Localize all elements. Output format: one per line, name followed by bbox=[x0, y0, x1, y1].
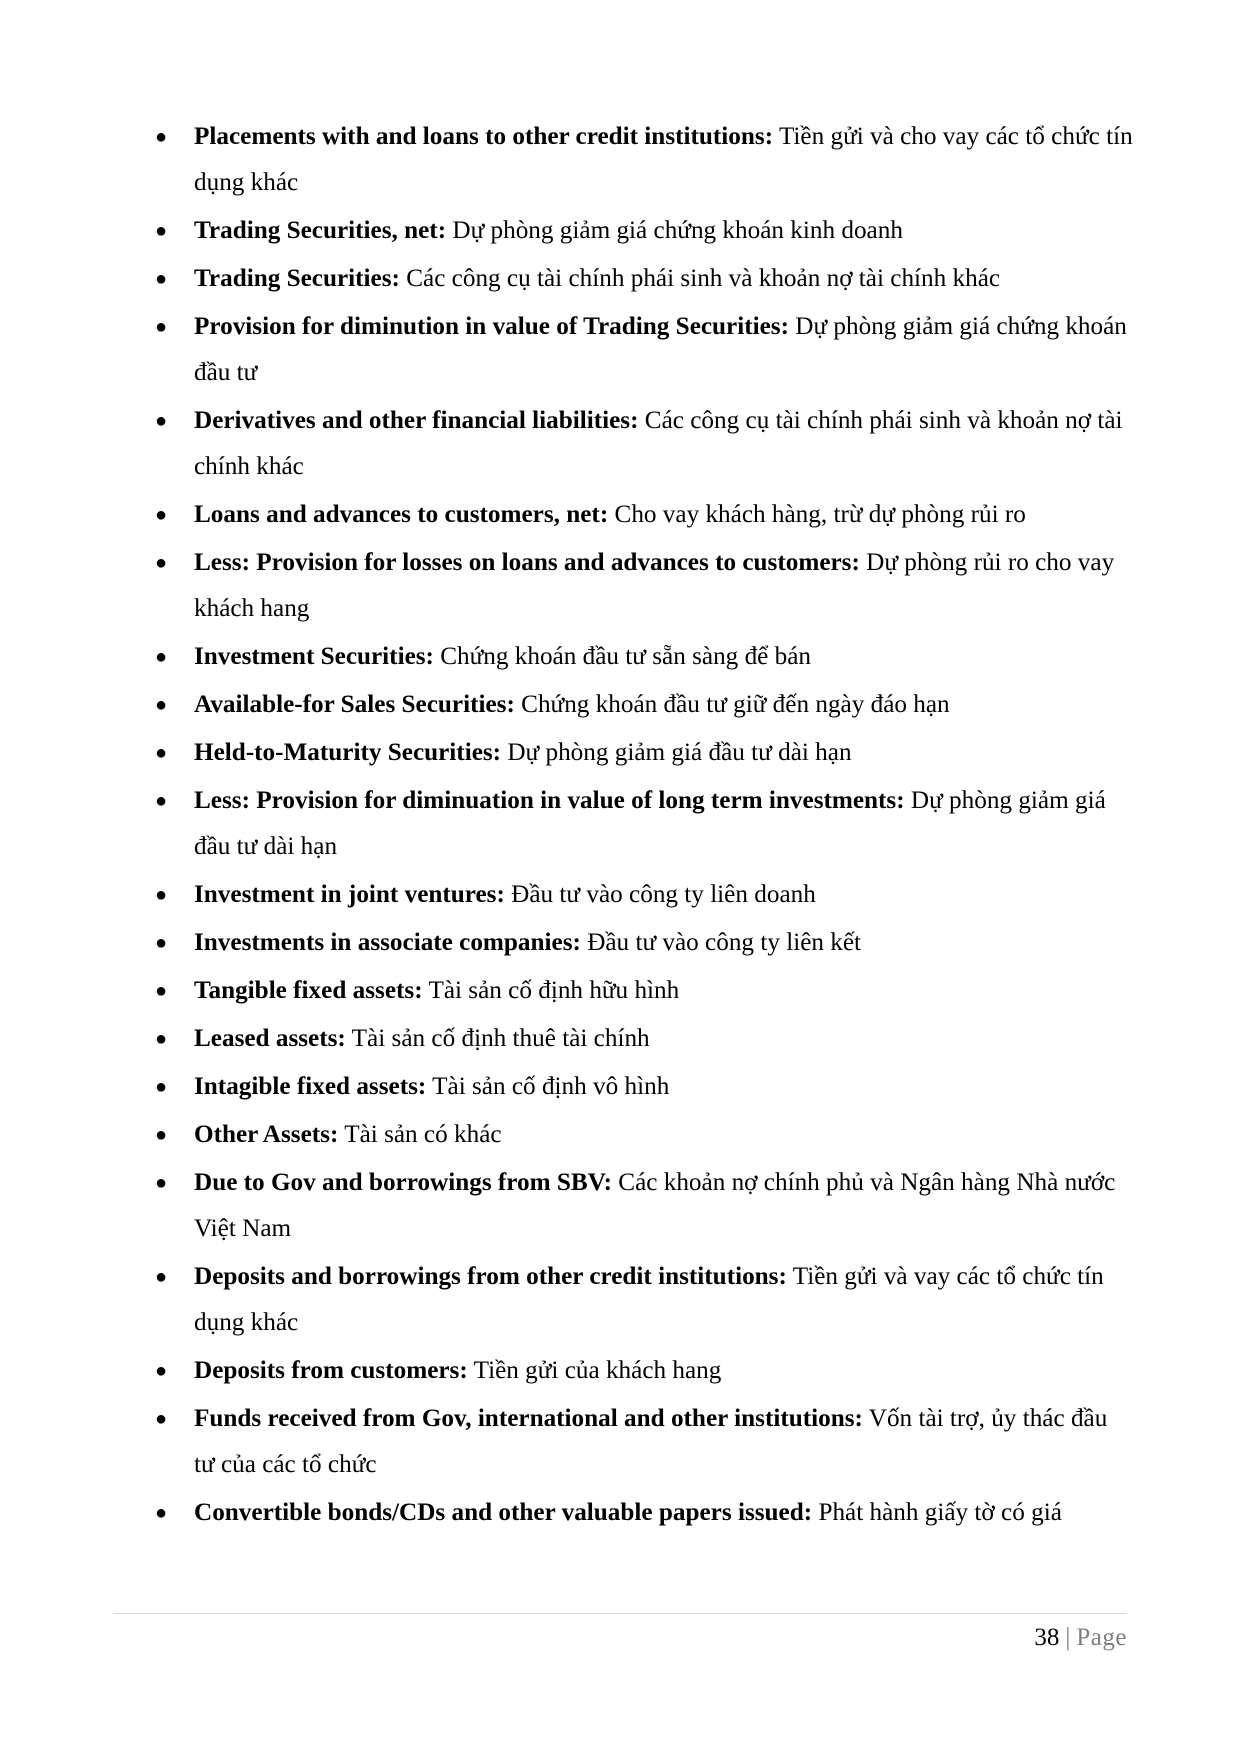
term-label: Investment in joint ventures: bbox=[194, 881, 505, 908]
bullet-icon: ● bbox=[155, 220, 168, 242]
bullet-icon: ● bbox=[155, 268, 168, 290]
term-definition: Đầu tư vào công ty liên doanh bbox=[511, 881, 816, 908]
bullet-icon: ● bbox=[155, 410, 168, 432]
list-item bbox=[0, 256, 1134, 302]
term-definition: Dự phòng giảm giá đầu tư dài hạn bbox=[507, 739, 852, 766]
term-definition: Dự phòng giảm giá chứng khoán kinh doanh bbox=[452, 217, 903, 244]
list-item bbox=[0, 540, 1134, 632]
term-label: Provision for diminution in value of Trading Securities: bbox=[194, 313, 789, 340]
bullet-icon: ● bbox=[155, 504, 168, 526]
term-label: Leased assets: bbox=[194, 1025, 346, 1052]
term-definition: Cho vay khách hàng, trừ dự phòng rủi ro bbox=[614, 501, 1026, 528]
glossary-list bbox=[0, 114, 1240, 1538]
term-definition: Các công cụ tài chính phái sinh và khoản nợ tài chính khác bbox=[406, 265, 1001, 292]
bullet-icon: ● bbox=[155, 1360, 168, 1382]
bullet-icon: ● bbox=[155, 742, 168, 764]
term-label: Tangible fixed assets: bbox=[194, 977, 423, 1004]
term-definition: Tiền gửi và vay các tổ chức tín dụng khác bbox=[194, 1263, 1104, 1336]
list-item bbox=[0, 114, 1134, 206]
list-item bbox=[0, 1112, 1134, 1158]
term-definition: Dự phòng rủi ro cho vay khách hang bbox=[194, 549, 1115, 622]
bullet-icon: ● bbox=[155, 932, 168, 954]
list-item bbox=[0, 1016, 1134, 1062]
term-definition: Tiền gửi và cho vay các tổ chức tín dụng khác bbox=[194, 123, 1133, 196]
term-definition: Đầu tư vào công ty liên kết bbox=[587, 929, 862, 956]
term-definition: Tài sản cố định hữu hình bbox=[428, 977, 680, 1004]
term-label: Held-to-Maturity Securities: bbox=[194, 739, 502, 766]
list-item bbox=[0, 968, 1134, 1014]
term-label: Less: Provision for diminuation in value of long term investments: bbox=[194, 787, 905, 814]
term-label: Trading Securities: bbox=[194, 265, 400, 292]
term-definition: Dự phòng giảm giá chứng khoán đầu tư bbox=[194, 313, 1127, 386]
term-label: Investment Securities: bbox=[194, 643, 434, 670]
term-definition: Phát hành giấy tờ có giá bbox=[818, 1499, 1062, 1526]
list-item bbox=[0, 208, 1134, 254]
list-item bbox=[0, 1348, 1134, 1394]
bullet-icon: ● bbox=[155, 316, 168, 338]
term-label: Intagible fixed assets: bbox=[194, 1073, 427, 1100]
bullet-icon: ● bbox=[155, 1266, 168, 1288]
term-label: Less: Provision for losses on loans and advances to customers: bbox=[194, 549, 860, 576]
term-definition: Chứng khoán đầu tư sẵn sàng để bán bbox=[440, 643, 811, 670]
bullet-icon: ● bbox=[155, 646, 168, 668]
bullet-icon: ● bbox=[155, 1408, 168, 1430]
list-item bbox=[0, 634, 1134, 680]
bullet-icon: ● bbox=[155, 1172, 168, 1194]
bullet-icon: ● bbox=[155, 126, 168, 148]
list-item bbox=[0, 1254, 1134, 1346]
term-label: Deposits from customers: bbox=[194, 1357, 468, 1384]
list-item bbox=[0, 1160, 1134, 1252]
term-label: Derivatives and other financial liabilities: bbox=[194, 407, 639, 434]
footer-divider bbox=[113, 1613, 1127, 1614]
bullet-icon: ● bbox=[155, 1502, 168, 1524]
term-definition: Các công cụ tài chính phái sinh và khoản nợ tài chính khác bbox=[194, 407, 1123, 480]
term-label: Placements with and loans to other credit institutions: bbox=[194, 123, 774, 150]
footer-separator: | bbox=[1065, 1624, 1071, 1651]
list-item bbox=[0, 920, 1134, 966]
term-label: Convertible bonds/CDs and other valuable papers issued: bbox=[194, 1499, 813, 1526]
list-item bbox=[0, 1396, 1134, 1488]
term-definition: Tài sản cố định thuê tài chính bbox=[351, 1025, 650, 1052]
term-definition: Dự phòng giảm giá đầu tư dài hạn bbox=[194, 787, 1106, 860]
term-label: Available-for Sales Securities: bbox=[194, 691, 515, 718]
bullet-icon: ● bbox=[155, 694, 168, 716]
bullet-icon: ● bbox=[155, 980, 168, 1002]
bullet-icon: ● bbox=[155, 1076, 168, 1098]
bullet-icon: ● bbox=[155, 1028, 168, 1050]
bullet-icon: ● bbox=[155, 552, 168, 574]
term-label: Trading Securities, net: bbox=[194, 217, 447, 244]
page-footer bbox=[1034, 1622, 1127, 1654]
term-definition: Chứng khoán đầu tư giữ đến ngày đáo hạn bbox=[521, 691, 950, 718]
list-item bbox=[0, 730, 1134, 776]
bullet-icon: ● bbox=[155, 790, 168, 812]
term-definition: Tài sản cố định vô hình bbox=[432, 1073, 670, 1100]
list-item bbox=[0, 304, 1134, 396]
list-item bbox=[0, 682, 1134, 728]
list-item bbox=[0, 778, 1134, 870]
term-definition: Các khoản nợ chính phủ và Ngân hàng Nhà nước Việt Nam bbox=[194, 1169, 1116, 1242]
list-item bbox=[0, 1064, 1134, 1110]
bullet-icon: ● bbox=[155, 1124, 168, 1146]
list-item bbox=[0, 492, 1134, 538]
page-label: Page bbox=[1076, 1624, 1127, 1651]
term-label: Funds received from Gov, international and other institutions: bbox=[194, 1405, 863, 1432]
term-label: Other Assets: bbox=[194, 1121, 339, 1148]
term-label: Due to Gov and borrowings from SBV: bbox=[194, 1169, 612, 1196]
term-definition: Tài sản có khác bbox=[344, 1121, 502, 1148]
page-number: 38 bbox=[1034, 1624, 1060, 1651]
term-definition: Vốn tài trợ, ủy thác đầu tư của các tổ chức bbox=[194, 1405, 1108, 1478]
list-item bbox=[0, 872, 1134, 918]
term-definition: Tiền gửi của khách hang bbox=[473, 1357, 722, 1384]
term-label: Loans and advances to customers, net: bbox=[194, 501, 609, 528]
list-item bbox=[0, 398, 1134, 490]
term-label: Investments in associate companies: bbox=[194, 929, 581, 956]
bullet-icon: ● bbox=[155, 884, 168, 906]
term-label: Deposits and borrowings from other credit institutions: bbox=[194, 1263, 787, 1290]
list-item bbox=[0, 1490, 1134, 1536]
